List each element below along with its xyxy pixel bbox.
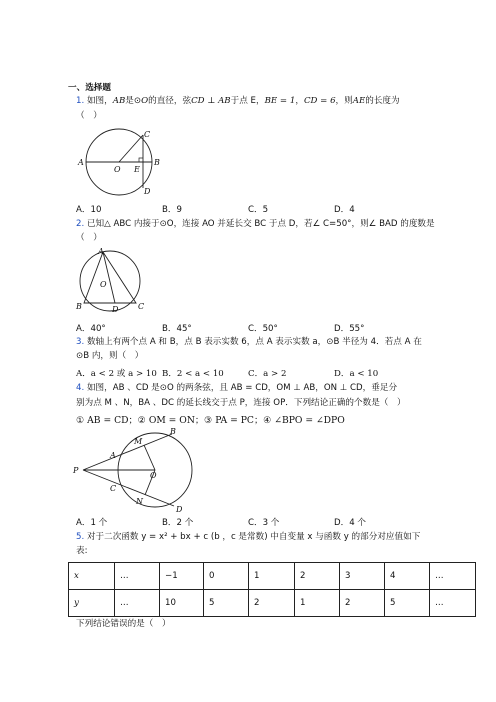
table-row: [69, 590, 476, 617]
q5-follow-up: 下列结论错误的是（ ）: [76, 619, 171, 629]
table-cell: 5: [385, 590, 430, 617]
q4-circle-figure: [72, 428, 196, 514]
table-cell: …: [115, 563, 160, 590]
q4-line-om: [144, 445, 155, 470]
q1-text-part: ，则: [335, 96, 353, 106]
table-cell: 1: [295, 590, 340, 617]
q1-text-part: 是⊙: [125, 96, 142, 106]
q4-text-line1: 如图，AB 、CD 是⊙O 的两条弦，且 AB = CD，OM ⊥ AB，ON ⊥ CD，垂足分: [86, 383, 398, 393]
q3-text-line1: 数轴上有两个点 A 和 B，点 B 表示实数 6，点 A 表示实数 a，⊙B 半径为 4．若点 A 在: [86, 337, 422, 347]
q2-circle-figure: [74, 247, 150, 315]
q5-text-line1: 对于二次函数 y = x² + bx + c (b ，c 是常数) 中自变量 x 与函数 y 的部分对应值如下: [86, 532, 421, 542]
question-number: 3.: [76, 337, 85, 347]
q2-option-d[interactable]: D．55°: [334, 324, 365, 334]
table-cell: 2: [340, 590, 385, 617]
q3-option-a[interactable]: A．a < 2 或 a > 10: [76, 369, 157, 379]
q2-text: 已知△ ABC 内接于⊙O，连接 AO 并延长交 BC 于点 D，若∠ C=50°，则∠ BAD 的度数是: [86, 219, 435, 229]
table-cell: 2: [295, 563, 340, 590]
q4-label-d: D: [176, 505, 183, 514]
q1-option-a[interactable]: A．10: [76, 205, 102, 215]
q3-option-c[interactable]: C．a > 2: [248, 369, 287, 379]
table-cell: …: [115, 590, 160, 617]
q1-option-b[interactable]: B．9: [162, 205, 182, 215]
q4-line-pb: [83, 434, 172, 470]
q1-math-o: O: [141, 96, 149, 106]
q4-label-n: N: [136, 497, 143, 506]
q3-option-b[interactable]: B．2 < a < 10: [162, 369, 224, 379]
q4-label-b: B: [170, 428, 176, 436]
q2-label-o: O: [100, 280, 107, 289]
q4-label-p: P: [73, 466, 79, 475]
q1-option-d[interactable]: D．4: [334, 205, 355, 215]
q2-label-c: C: [138, 302, 145, 311]
q1-math-cd: CD = 6: [303, 96, 336, 106]
question-number: 2.: [76, 219, 85, 229]
section-title: 一、选择题: [68, 83, 111, 93]
table-cell: …: [430, 590, 476, 617]
q4-line-pd: [83, 470, 174, 506]
q5-value-table: [68, 562, 476, 617]
q4-label-a: A: [110, 451, 116, 460]
table-cell: 10: [160, 590, 204, 617]
q3-option-d[interactable]: D．a < 10: [334, 369, 379, 379]
q1-text-part: 的直径，弦: [148, 96, 192, 106]
question-1-text: [76, 96, 400, 107]
table-cell: 5: [204, 590, 249, 617]
q5-text-line2: 表:: [76, 546, 88, 556]
q1-text-part: ，: [295, 96, 304, 106]
question-number: 5.: [76, 532, 85, 542]
table-cell: 3: [340, 563, 385, 590]
q2-line-ad: [103, 252, 115, 303]
q1-math-ae: AE: [352, 96, 366, 106]
q4-option-c[interactable]: C．3 个: [248, 518, 280, 528]
q4-label-o: O: [150, 471, 157, 480]
q2-answer-paren: （ ）: [76, 233, 102, 243]
q3-text-line2: ⊙B 内，则（ ）: [76, 351, 144, 361]
question-number: 1.: [76, 96, 85, 106]
q1-right-angle-mark: [139, 158, 143, 162]
q4-label-c: C: [110, 484, 117, 493]
q1-answer-paren: （ ）: [76, 111, 102, 121]
q4-option-b[interactable]: B．2 个: [162, 518, 194, 528]
q2-label-b: B: [76, 302, 82, 311]
q1-text-part: 如图，: [86, 96, 113, 106]
q1-text-part: 的长度为: [365, 96, 400, 106]
q1-label-c: C: [144, 130, 151, 139]
q1-math-be: BE = 1: [264, 96, 296, 106]
q1-label-d: D: [144, 187, 151, 196]
table-cell: −1: [160, 563, 204, 590]
q1-label-b: B: [154, 158, 160, 167]
q2-option-c[interactable]: C．50°: [248, 324, 278, 334]
q2-label-d: D: [112, 305, 119, 314]
question-3-text: [76, 337, 422, 348]
question-2-text: [76, 219, 435, 230]
table-cell: x: [69, 563, 115, 590]
table-cell: …: [430, 563, 476, 590]
q1-math-ab: AB: [112, 96, 126, 106]
q1-circle-figure: [74, 128, 166, 196]
table-row: [69, 563, 476, 590]
table-cell: 1: [249, 563, 295, 590]
q4-label-m: M: [134, 437, 143, 446]
question-4-text: [76, 383, 397, 394]
q1-label-e: E: [134, 165, 140, 174]
q4-option-d[interactable]: D．4 个: [334, 518, 367, 528]
q4-text-line2: 别为点 M 、N，BA 、DC 的延长线交于点 P，连接 OP．下列结论正确的个数是（ ）: [76, 398, 406, 408]
q2-option-b[interactable]: B．45°: [162, 324, 192, 334]
q1-math-perp: CD ⊥ AB: [191, 96, 231, 106]
q1-label-o: O: [114, 165, 121, 174]
q1-option-c[interactable]: C．5: [248, 205, 269, 215]
q4-statements: ① AB = CD；② OM = ON；③ PA = PC；④ ∠BPO = ∠DPO: [76, 415, 345, 426]
q2-label-a: A: [98, 247, 104, 256]
table-cell: y: [69, 590, 115, 617]
q1-text-part: 于点 E，: [230, 96, 265, 106]
question-5-text: [76, 532, 420, 543]
q2-triangle-abc: [84, 252, 136, 303]
question-number: 4.: [76, 383, 85, 393]
q2-option-a[interactable]: A．40°: [76, 324, 106, 334]
table-cell: 4: [385, 563, 430, 590]
table-cell: 0: [204, 563, 249, 590]
q1-label-a: A: [78, 158, 84, 167]
table-cell: 2: [249, 590, 295, 617]
q4-option-a[interactable]: A．1 个: [76, 518, 108, 528]
